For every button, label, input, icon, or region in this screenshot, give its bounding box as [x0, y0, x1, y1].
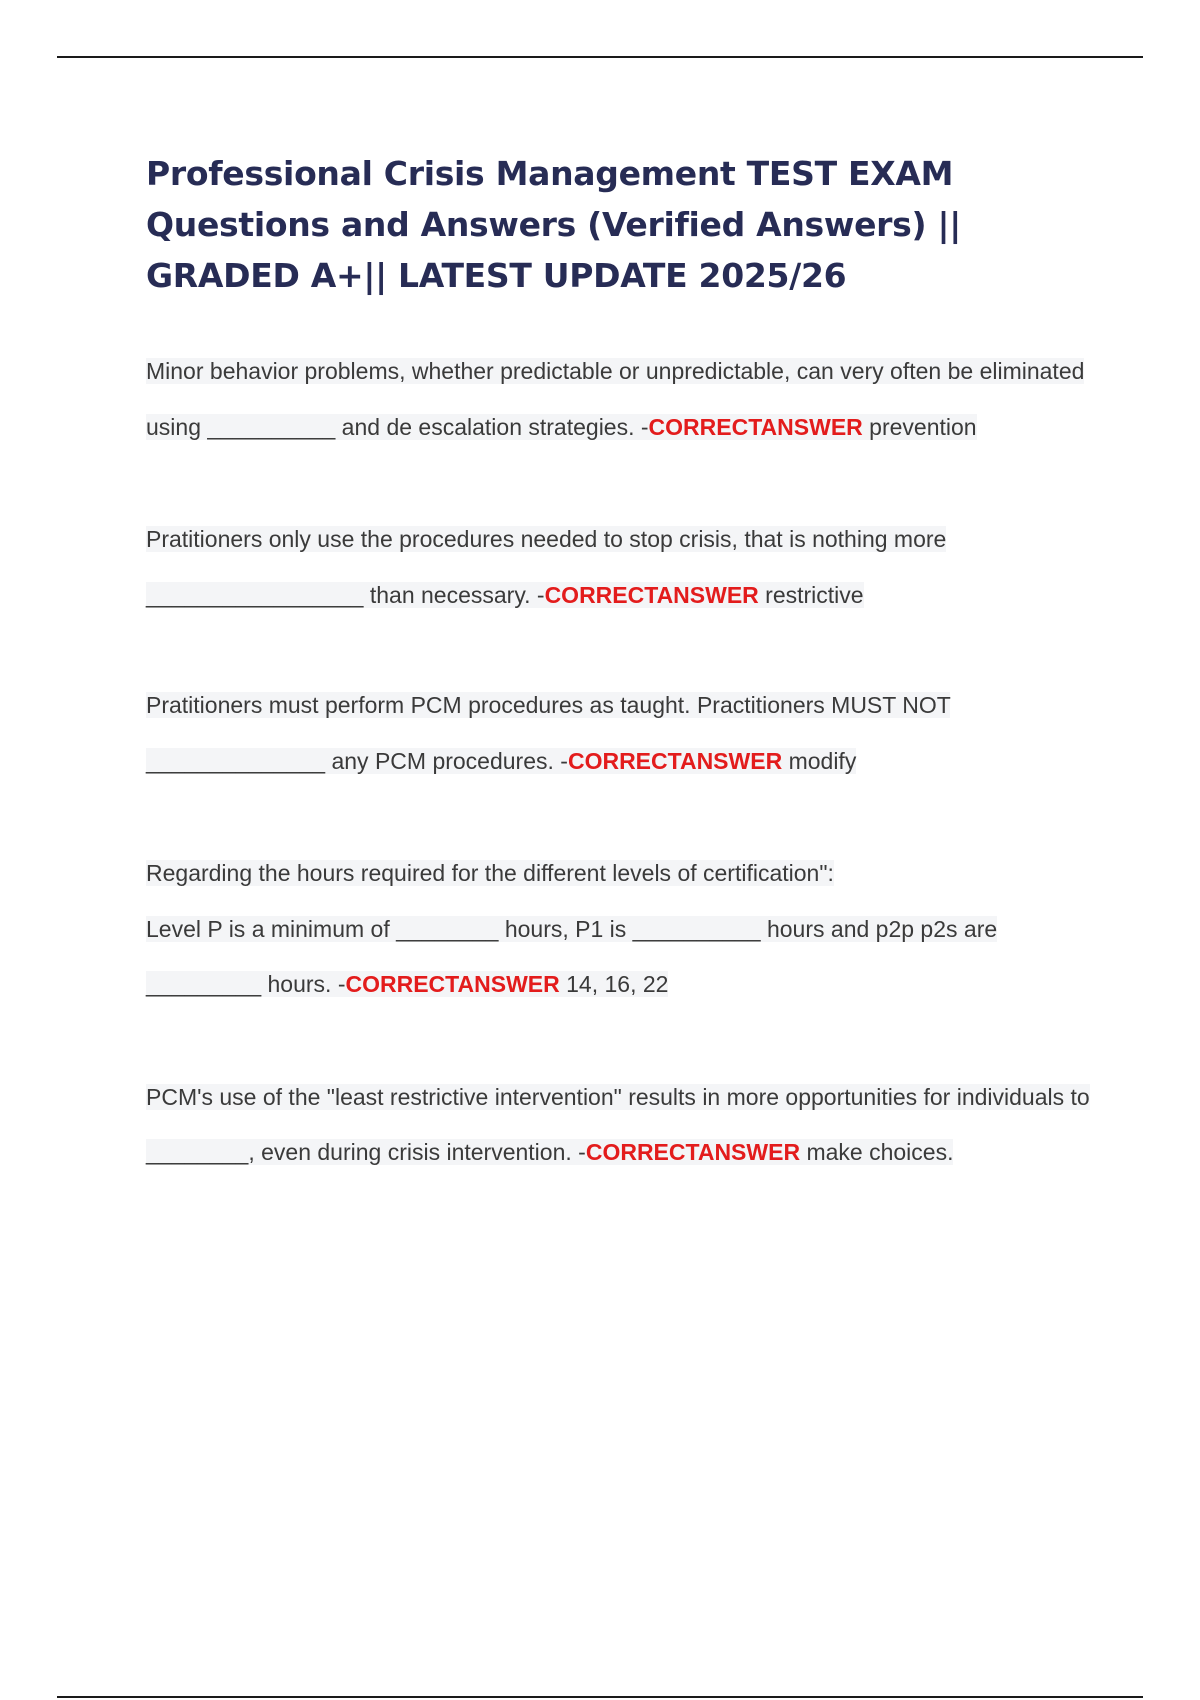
document-title: Professional Crisis Management TEST EXAM Questions and Answers (Verified Answers) || GRADED A+|| LATEST UPDATE 2025/26 — [146, 154, 961, 295]
question-text: Pratitioners must perform PCM procedures as taught. Practitioners MUST NOT ______________ any PCM procedures. - — [146, 692, 951, 774]
question-text: Level P is a minimum of ________ hours, P1 is __________ hours and p2p p2s are _________ hours. - — [146, 915, 998, 997]
qa-item-1 — [146, 344, 1106, 455]
qa-item-5 — [146, 1070, 1106, 1181]
qa-item-4 — [146, 846, 1106, 1013]
answer-text: 14, 16, 22 — [559, 971, 669, 997]
question-text-line1: Regarding the hours required for the different levels of certification": — [146, 860, 834, 886]
correct-answer-marker: CORRECTANSWER — [567, 747, 783, 774]
footer-rule — [57, 1696, 1143, 1698]
answer-text: prevention — [862, 413, 977, 440]
correct-answer-marker: CORRECTANSWER — [585, 1139, 801, 1165]
correct-answer-marker: CORRECTANSWER — [544, 581, 759, 608]
question-text: PCM's use of the "least restrictive intervention" results in more opportunities for individuals to ________, even during crisis intervention. - — [146, 1083, 1090, 1165]
correct-answer-marker: CORRECTANSWER — [345, 971, 560, 997]
qa-item-3 — [146, 678, 1106, 789]
question-text: Minor behavior problems, whether predictable or unpredictable, can very often be eliminated using __________ and de escalation strategies. - — [146, 358, 1085, 440]
qa-item-2 — [146, 512, 1106, 623]
answer-text: make choices. — [800, 1139, 954, 1165]
correct-answer-marker: CORRECTANSWER — [648, 413, 863, 440]
question-text: Pratitioners only use the procedures needed to stop crisis, that is nothing more _________________ than necessary. - — [146, 526, 947, 608]
header-rule — [57, 56, 1143, 58]
document-body — [146, 148, 1106, 1181]
answer-text: restrictive — [758, 581, 864, 608]
answer-text: modify — [782, 747, 857, 774]
